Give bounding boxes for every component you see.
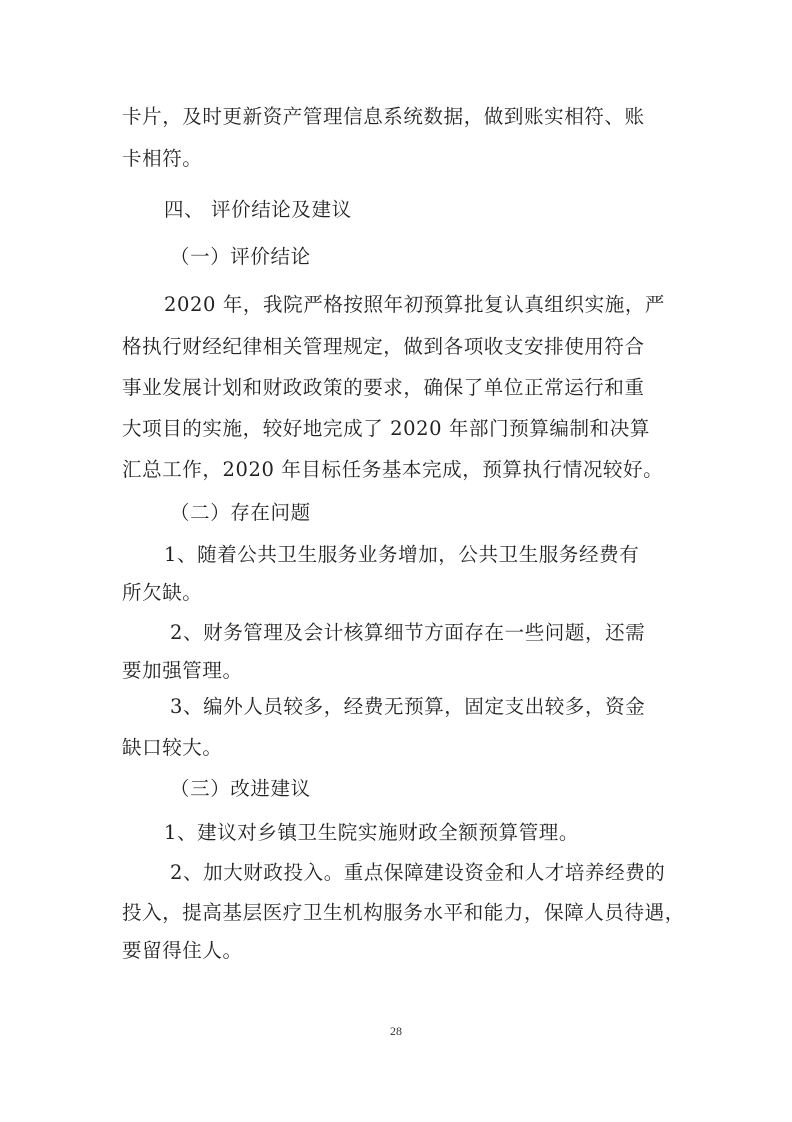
body-text-line: 事业发展计划和财政政策的要求，确保了单位正常运行和重: [122, 376, 645, 399]
body-text-line: 所欠缺。: [122, 581, 203, 604]
subsection-heading: （一）评价结论: [170, 245, 311, 268]
body-text-line: 要留得住人。: [122, 939, 243, 962]
body-text-line: 卡片，及时更新资产管理信息系统数据，做到账实相符、账: [122, 105, 645, 128]
section-heading: 四、 评价结论及建议: [164, 198, 352, 221]
body-text-line: 3、编外人员较多，经费无预算，固定支出较多，资金: [170, 695, 646, 718]
subsection-heading: （三）改进建议: [170, 777, 311, 800]
body-text-line: 汇总工作，2020 年目标任务基本完成，预算执行情况较好。: [122, 458, 664, 481]
body-text-line: 投入，提高基层医疗卫生机构服务水平和能力，保障人员待遇，: [122, 901, 685, 924]
body-text-line: 大项目的实施，较好地完成了 2020 年部门预算编制和决算: [122, 417, 650, 440]
body-text-line: 要加强管理。: [122, 659, 243, 682]
body-text-line: 2、财务管理及会计核算细节方面存在一些问题，还需: [170, 621, 646, 644]
body-text-line: 格执行财经纪律相关管理规定，做到各项收支安排使用符合: [122, 335, 645, 358]
body-text-line: 2、加大财政投入。重点保障建设资金和人才培养经费的: [170, 861, 666, 884]
body-text-line: 2020 年，我院严格按照年初预算批复认真组织实施，严: [164, 293, 666, 316]
body-text-line: 1、随着公共卫生服务业务增加，公共卫生服务经费有: [164, 543, 640, 566]
page-number: 28: [390, 1024, 402, 1038]
body-text-line: 1、建议对乡镇卫生院实施财政全额预算管理。: [164, 821, 580, 844]
body-text-line: 缺口较大。: [122, 736, 223, 759]
body-text-line: 卡相符。: [122, 147, 203, 170]
subsection-heading: （二）存在问题: [170, 501, 311, 524]
